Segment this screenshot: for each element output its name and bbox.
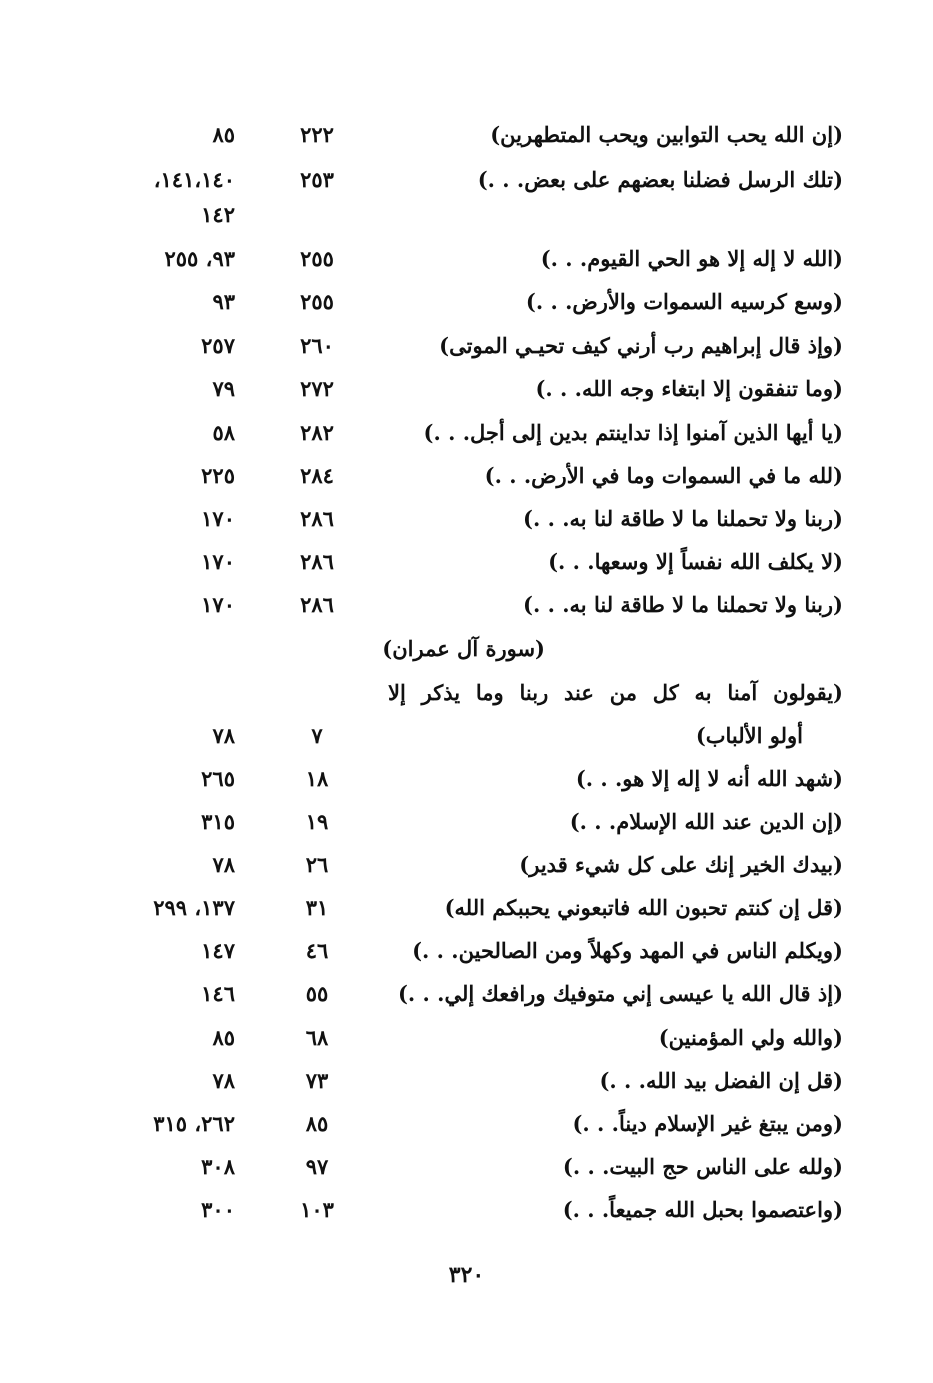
page-references: ٩٣ [212,289,235,314]
verse-text: (وما تنفقون إلا ابتغاء وجه الله. . .) [535,376,843,401]
verse-text-line-1: (يقولون آمنا به كل من عند ربنا وما يذكر إلا [388,680,843,705]
ayah-number: ٢٢٢ [300,122,334,147]
index-entry [0,456,933,496]
ayah-number: ٢٨٢ [300,420,334,445]
ayah-number: ٢٨٦ [300,592,334,617]
index-entry [0,413,933,453]
index-entry [0,1061,933,1101]
verse-text: (بيدك الخير إنك على كل شيء قدير) [519,852,843,877]
verse-text: (إن الدين عند الله الإسلام. . .) [569,809,843,834]
page-references: ٣٠٠ [201,1197,235,1222]
page-references: ١٣٧، ٢٩٩ [153,895,235,920]
ayah-number: ٢٦٠ [300,333,334,358]
verse-text: (تلك الرسل فضلنا بعضهم على بعض. . .) [477,167,843,192]
ayah-number: ٤٦ [305,938,329,963]
ayah-number: ١٠٣ [300,1197,334,1222]
index-entry [0,499,933,539]
page-references: ١٧٠ [201,592,235,617]
index-entry [0,542,933,582]
verse-text: (واعتصموا بحبل الله جميعاً. . .) [562,1197,843,1222]
verse-text: (يا أيها الذين آمنوا إذا تداينتم بدين إلى أجل. . .) [423,420,843,445]
page-references-continued: ١٤٢ [201,202,235,227]
page-references: ١٧٠ [201,506,235,531]
page-references: ٨٥ [212,1025,235,1050]
page-references: ١٧٠ [201,549,235,574]
ayah-number: ٢٨٦ [300,549,334,574]
ayah-number: ٧٣ [305,1068,329,1093]
index-entry [0,326,933,366]
index-entry [0,759,933,799]
verse-text: (شهد الله أنه لا إله إلا هو. . .) [575,766,843,791]
index-entry [0,282,933,322]
ayah-number: ٢٧٢ [300,376,334,401]
verse-text: (وسع كرسيه السموات والأرض. . .) [525,289,843,314]
page-references: ١٤١،١٤٠، [153,167,235,192]
page-references: ٢٢٥ [201,463,235,488]
index-entry [0,585,933,625]
verse-text: (إن الله يحب التوابين ويحب المتطهرين) [490,122,843,147]
index-entry [0,1018,933,1058]
ayah-number: ٢٨٦ [300,506,334,531]
index-entry-continuation [0,716,933,756]
ayah-number: ٧ [311,723,323,748]
ayah-number: ٢٥٥ [300,289,334,314]
verse-text: (ومن يبتغ غير الإسلام ديناً. . .) [572,1111,843,1136]
page-references: ٧٨ [212,1068,235,1093]
index-entry [0,369,933,409]
index-entry [0,888,933,928]
page-references: ٥٨ [212,420,235,445]
page-references: ٣٠٨ [201,1154,235,1179]
section-header-row [0,629,933,669]
page-references: ٧٩ [212,376,235,401]
index-entry [0,239,933,279]
index-entry [0,160,933,200]
verse-text: (وإذ قال إبراهيم رب أرني كيف تحيـي الموتى) [439,333,843,358]
index-entry [0,974,933,1014]
page-number: ٣٢٠ [448,1262,485,1288]
index-entry [0,1104,933,1144]
page-references: ٣١٥ [201,809,235,834]
verse-text: (ربنا ولا تحملنا ما لا طاقة لنا به. . .) [523,506,843,531]
verse-text: (لله ما في السموات وما في الأرض. . .) [484,463,843,488]
section-header: (سورة آل عمران) [382,636,545,661]
ayah-number: ٥٥ [305,981,329,1006]
index-entry [0,845,933,885]
index-entry-continuation [0,195,933,235]
ayah-number: ٢٦ [305,852,329,877]
ayah-number: ٣١ [305,895,329,920]
index-entry [0,802,933,842]
ayah-number: ٢٥٥ [300,246,334,271]
verse-text: (ولله على الناس حج البيت. . .) [562,1154,843,1179]
page-references: ٢٦٥ [201,766,235,791]
index-entry [0,1147,933,1187]
ayah-number: ١٩ [305,809,329,834]
verse-text-line-2: أولو الألباب) [695,723,803,748]
index-entry [0,1190,933,1230]
index-entry [0,673,933,713]
index-entry [0,931,933,971]
verse-text: (ربنا ولا تحملنا ما لا طاقة لنا به. . .) [523,592,843,617]
page-references: ٢٦٢، ٣١٥ [153,1111,235,1136]
verse-text: (والله ولي المؤمنين) [658,1025,843,1050]
page-references: ٧٨ [212,723,235,748]
ayah-number: ٦٨ [305,1025,329,1050]
ayah-number: ٢٥٣ [300,167,334,192]
ayah-number: ٩٧ [305,1154,329,1179]
verse-text: (ويكلم الناس في المهد وكهلاً ومن الصالحين. . .) [412,938,843,963]
page-references: ٢٥٧ [201,333,235,358]
verse-text: (الله لا إله إلا هو الحي القيوم. . .) [540,246,843,271]
page-references: ١٤٧ [201,938,235,963]
ayah-number: ٢٨٤ [300,463,334,488]
index-entry [0,115,933,155]
ayah-number: ١٨ [305,766,329,791]
page-references: ٨٥ [212,122,235,147]
ayah-number: ٨٥ [305,1111,329,1136]
verse-text: (لا يكلف الله نفساً إلا وسعها. . .) [548,549,843,574]
verse-text: (قل إن الفضل بيد الله. . .) [599,1068,843,1093]
page-references: ٧٨ [212,852,235,877]
page-references: ١٤٦ [201,981,235,1006]
page-references: ٩٣، ٢٥٥ [164,246,235,271]
verse-text: (إذ قال الله يا عيسى إني متوفيك ورافعك إلي. . .) [398,981,843,1006]
verse-text: (قل إن كنتم تحبون الله فاتبعوني يحببكم الله) [444,895,843,920]
